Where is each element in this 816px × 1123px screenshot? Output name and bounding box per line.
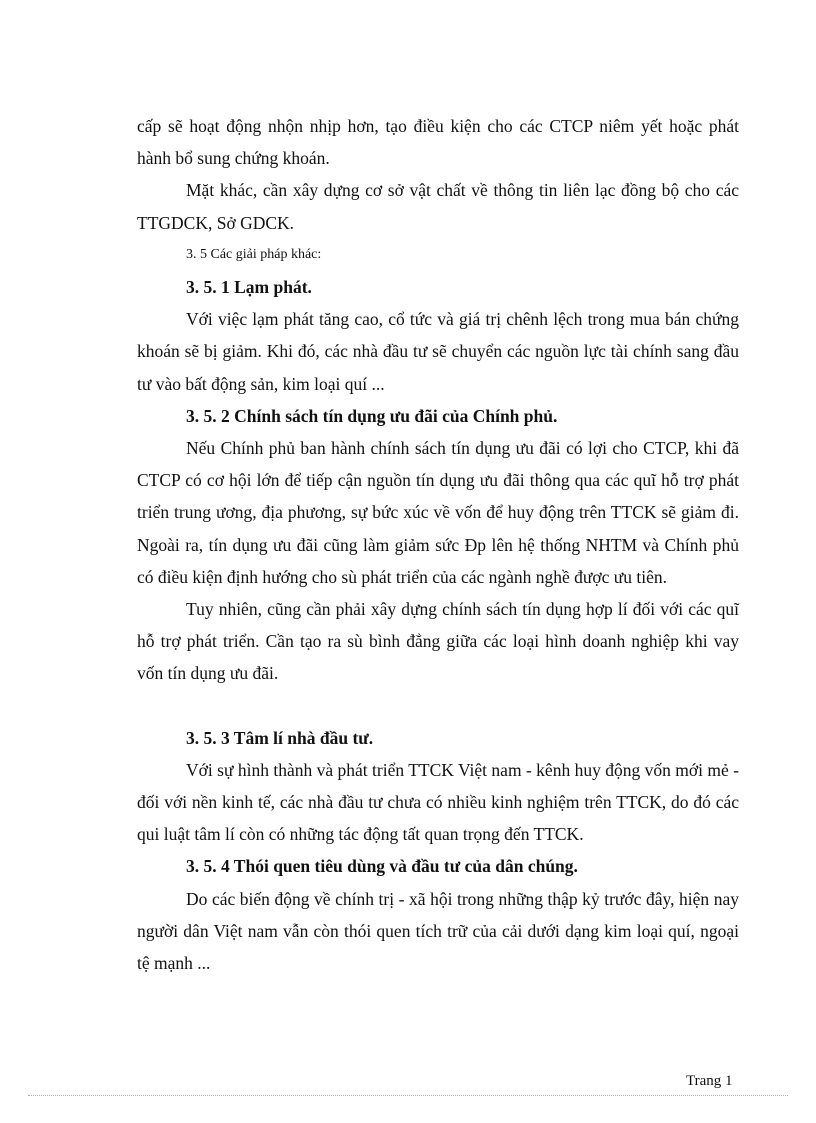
paragraph: Do các biến động về chính trị - xã hội trong những thập kỷ trước đây, hiện nay người dân Việt nam vẫn còn thói quen tích trữ của cải dưới dạng kim loại quí, ngoại tệ mạnh ... [137,888,739,974]
section-heading: 3. 5 Các giải pháp khác: [186,246,322,262]
paragraph: Với sự hình thành và phát triển TTCK Việt nam - kênh huy động vốn mới mẻ - đối với nền kinh tế, các nhà đầu tư chưa có nhiều kinh nghiệm trên TTCK, do đó các qui luật tâm lí còn có những tác động tất quan trọng đến TTCK. [137,759,739,845]
subsection-heading: 3. 5. 3 Tâm lí nhà đầu tư. [186,727,374,748]
paragraph: Tuy nhiên, cũng cần phải xây dựng chính sách tín dụng hợp lí đối với các quĩ hỗ trợ phát triển. Cần tạo ra sù bình đẳng giữa các loại hình doanh nghiệp khi vay vốn tín dụng ưu đãi. [137,599,739,684]
subsection-heading: 3. 5. 1 Lạm phát. [186,277,312,298]
paragraph: Mặt khác, cần xây dựng cơ sở vật chất về thông tin liên lạc đồng bộ cho các TTGDCK, Sở GDCK. [137,180,739,233]
paragraph: cấp sẽ hoạt động nhộn nhịp hơn, tạo điều kiện cho các CTCP niêm yết hoặc phát hành bổ sung chứng khoán. [137,116,739,169]
page-number: Trang 1 [686,1073,733,1089]
paragraph: Với việc lạm phát tăng cao, cổ tức và giá trị chênh lệch trong mua bán chứng khoán sẽ bị giảm. Khi đó, các nhà đầu tư sẽ chuyển các nguồn lực tài chính sang đầu tư vào bất động sản, kim loại quí ... [137,309,739,394]
paragraph: Nếu Chính phủ ban hành chính sách tín dụng ưu đãi có lợi cho CTCP, khi đã CTCP có cơ hội lớn để tiếp cận nguồn tín dụng ưu đãi thông qua các quĩ hỗ trợ phát triển trung ương, địa phương, sự bức xúc về vốn để huy động trên TTCK sẽ giảm đi. Ngoài ra, tín dụng ưu đãi cũng làm giảm sức Ðp lên hệ thống NHTM và Chính phủ có điều kiện định hướng cho sù phát triển của các ngành nghề được ưu tiên. [137,438,739,587]
subsection-heading: 3. 5. 4 Thói quen tiêu dùng và đầu tư của dân chúng. [186,856,578,877]
subsection-heading: 3. 5. 2 Chính sách tín dụng ưu đãi của Chính phủ. [186,405,558,426]
blank-line [137,690,739,722]
document-body [137,110,739,979]
footer-divider [28,1095,788,1096]
